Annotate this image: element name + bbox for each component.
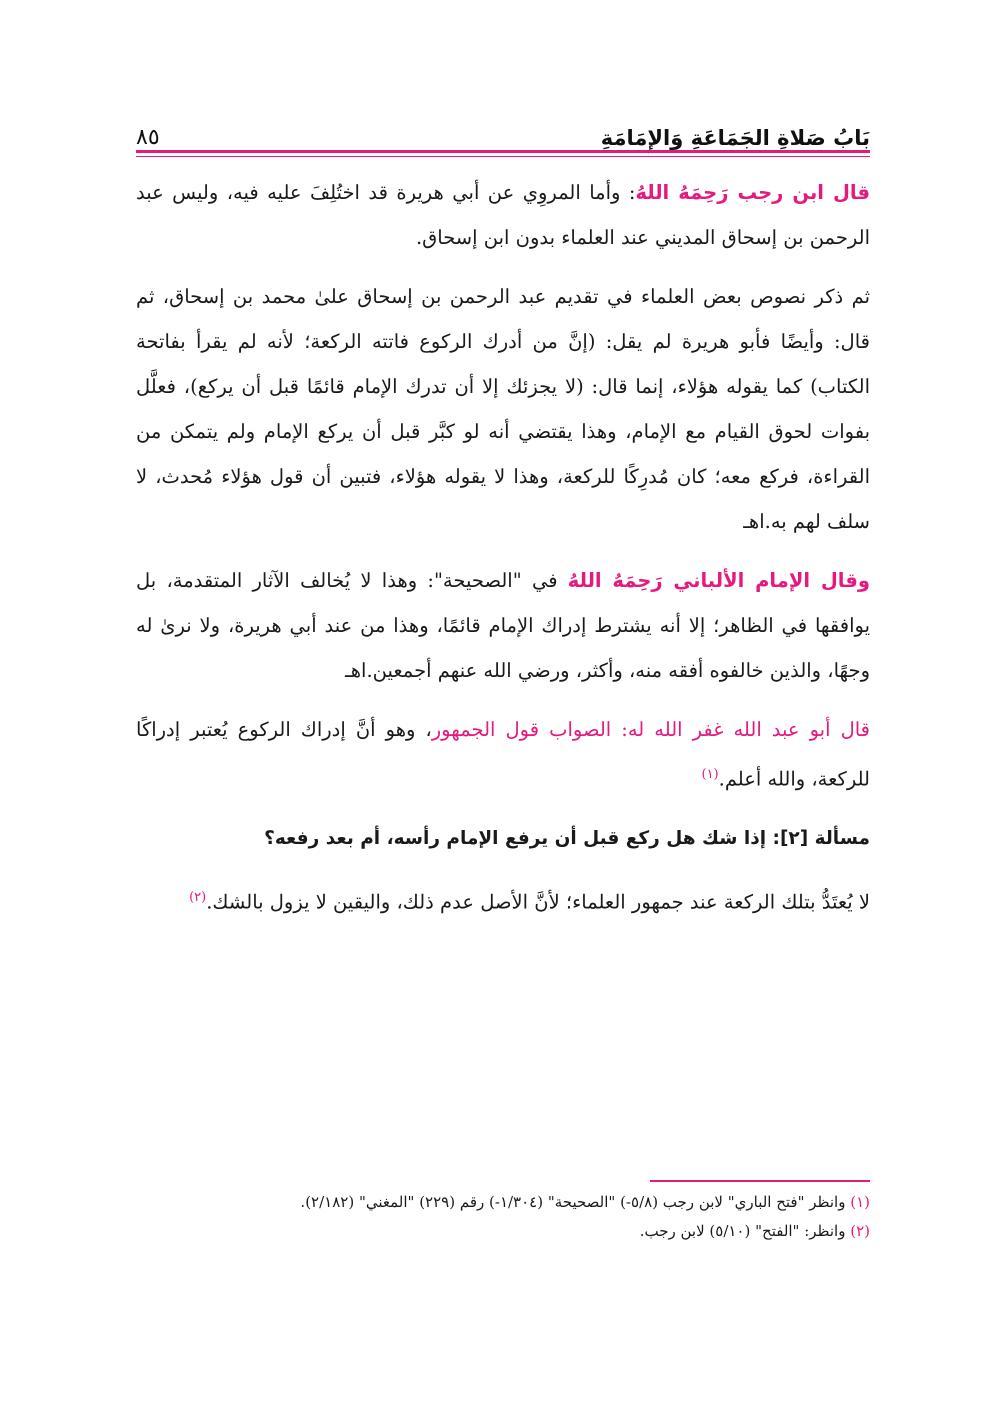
footnote-number: (١) <box>850 1193 870 1211</box>
speaker-ibn-rajab: قال ابن رجب رَحِمَهُ اللهُ <box>635 181 870 204</box>
page-number: ٨٥ <box>136 125 160 150</box>
paragraph-albani <box>136 558 870 693</box>
issue-heading <box>136 816 870 861</box>
footnote-text: وانظر "فتح الباري" لابن رجب (٥/٨-) "الصحيحة" (١/٣٠٤-) رقم (٢٢٩) "المغني" (٢/١٨٢). <box>300 1193 851 1211</box>
speaker-albani: وقال الإمام الألباني رَحِمَهُ اللهُ <box>567 569 871 592</box>
paragraph-ruling <box>136 875 870 925</box>
paragraph-author-opinion <box>136 707 870 802</box>
footnote-1 <box>136 1188 870 1217</box>
footnote-text: وانظر: "الفتح" (٥/١٠) لابن رجب. <box>639 1222 851 1240</box>
issue-label: مسألة [٢]: <box>772 827 870 849</box>
footnote-2 <box>136 1217 870 1246</box>
footnote-number: (٢) <box>850 1222 870 1240</box>
issue-question: إذا شك هل ركع قبل أن يرفع الإمام رأسه، أم بعد رفعه؟ <box>264 827 773 849</box>
footnote-ref-1[interactable]: (١) <box>701 767 719 782</box>
paragraph-discussion <box>136 274 870 544</box>
chapter-title: بَابُ صَلاةِ الجَمَاعَةِ وَالإِمَامَةِ <box>600 126 870 150</box>
paragraph-text: ثم ذكر نصوص بعض العلماء في تقديم عبد الرحمن بن إسحاق علىٰ محمد بن إسحاق، ثم قال: وأيضًا فأبو هريرة لم يقل: (إنَّ من أدرك الركوع فاتته الركعة؛ لأنه لم يقرأ بفاتحة الكتاب) كما يقوله هؤلاء، إنما قال: (لا يجزئك إلا أن تدرك الإمام قائمًا قبل أن يركع)، فعلَّل بفوات لحوق القيام مع الإمام، وهذا يقتضي أنه لو كبَّر قبل أن يركع الإمام ولم يتمكن من القراءة، فركع معه؛ كان مُدرِكًا للركعة، وهذا لا يقوله هؤلاء، فتبين أن قول هؤلاء مُحدث، لا سلف لهم به.اهـ <box>136 285 870 533</box>
header-rule-thick <box>136 150 870 153</box>
running-header <box>136 106 870 150</box>
paragraph-text: في "الصحيحة": وهذا لا يُخالف الآثار المتقدمة، بل يوافقها في الظاهر؛ إلا أنه يشترط إدراك الإمام قائمًا، وهذا من عند أبي هريرة، ولا نرىٰ له وجهًا، والذين خالفوه أفقه منه، وأكثر، ورضي الله عنهم أجمعين.اهـ <box>136 569 870 682</box>
header-rule-thin <box>136 156 870 157</box>
author-statement: قال أبو عبد الله غفر الله له: الصواب قول الجمهور <box>431 718 870 741</box>
paragraph-ibn-rajab <box>136 170 870 260</box>
paragraph-text: لا يُعتَدُّ بتلك الركعة عند جمهور العلماء؛ لأنَّ الأصل عدم ذلك، واليقين لا يزول بالشك. <box>206 890 870 913</box>
body-text <box>136 170 870 938</box>
footnote-ref-2[interactable]: (٢) <box>189 889 207 905</box>
footnote-separator <box>650 1180 870 1182</box>
paragraph-text: : وأما المروِي عن أبي هريرة قد اختُلِفَ عليه فيه، وليس عبد الرحمن بن إسحاق المديني عند العلماء بدون ابن إسحاق. <box>136 181 870 249</box>
footnotes <box>136 1188 870 1246</box>
paragraph-text: ، وهو أنَّ إدراك الركوع يُعتبر إدراكًا للركعة، والله أعلم. <box>136 718 870 791</box>
